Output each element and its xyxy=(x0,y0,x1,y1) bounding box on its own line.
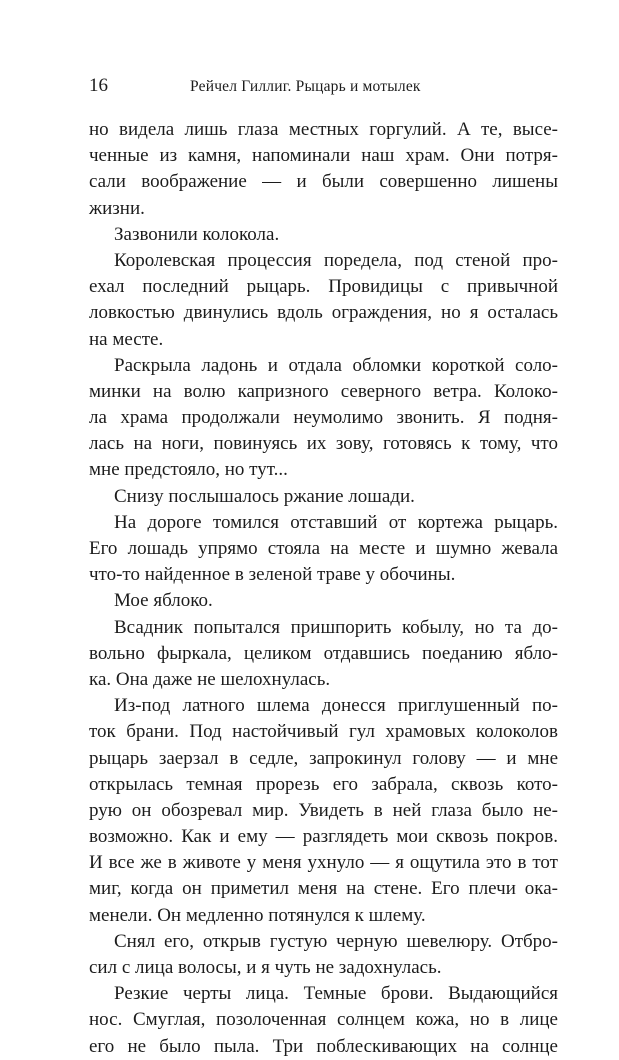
text-line: Снял его, открыв густую черную шевелюру. Отбро- xyxy=(114,930,558,952)
text-line: сали воображение — и были совершенно лишены xyxy=(89,171,558,193)
running-title: Рейчел Гиллиг. Рыцарь и мотылек xyxy=(190,78,421,95)
text-line: но видела лишь глаза местных горгулий. А те, высе- xyxy=(89,119,558,140)
text-line: жизни. xyxy=(89,197,145,219)
text-line: ла храма продолжали неумолимо звонить. Я подня- xyxy=(89,407,558,429)
text-line: миг, когда он приметил меня на стене. Его плечи ока- xyxy=(89,878,558,900)
paragraph xyxy=(89,693,558,929)
text-line: Раскрыла ладонь и отдала обломки короткой соло- xyxy=(114,354,558,376)
paragraph xyxy=(89,615,558,694)
paragraph xyxy=(89,353,558,484)
text-line: менели. Он медленно потянулся к шлему. xyxy=(89,904,426,926)
body-text xyxy=(89,117,558,1060)
text-line: Королевская процессия поредела, под стеной про- xyxy=(114,249,558,271)
text-line: Резкие черты лица. Темные брови. Выдающийся xyxy=(114,983,558,1005)
paragraph xyxy=(89,510,558,589)
text-line: Зазвонили колокола. xyxy=(114,223,280,245)
text-line: ченные из камня, напоминали наш храм. Они потря- xyxy=(89,145,558,167)
text-line: Мое яблоко. xyxy=(114,590,213,612)
text-line: На дороге томился отставший от кортежа рыцарь. xyxy=(114,511,558,533)
text-line: Его лошадь упрямо стояла на месте и шумно жевала xyxy=(89,538,558,559)
text-line: что-то найденное в зеленой траве у обочины. xyxy=(89,564,456,586)
text-line: на месте. xyxy=(89,328,164,350)
text-line: сил с лица волосы, и я чуть не задохнулась. xyxy=(89,957,442,978)
text-line: ток брани. Под настойчивый гул храмовых колоколов xyxy=(89,721,558,743)
text-line: возможно. Как и ему — разглядеть мои сквозь покров. xyxy=(89,826,558,848)
paragraph xyxy=(89,222,558,248)
paragraph xyxy=(89,588,558,614)
text-line: ка. Она даже не шелохнулась. xyxy=(89,668,331,690)
paragraph xyxy=(89,117,558,222)
text-line: мне предстояло, но тут... xyxy=(89,459,288,481)
text-line: Из-под латного шлема донесся приглушенный по- xyxy=(114,695,558,717)
paragraph xyxy=(89,929,558,981)
text-line: ловкостью двинулись вдоль ограждения, но я осталась xyxy=(89,302,558,324)
paragraph xyxy=(89,484,558,510)
text-line: нос. Смуглая, позолоченная солнцем кожа, но в лице xyxy=(89,1009,558,1031)
text-line: рыцарь заерзал в седле, запрокинул голову — и мне xyxy=(89,747,558,769)
text-line: его не было пыла. Три поблескивающих на солнце xyxy=(89,1035,558,1057)
paragraph xyxy=(89,248,558,353)
text-line: вольно фыркала, целиком отдавшись поеданию ябло- xyxy=(89,642,558,664)
text-line: минки на волю капризного северного ветра. Колоко- xyxy=(89,380,558,402)
text-line: ехал последний рыцарь. Провидицы с привычной xyxy=(89,276,558,298)
text-line: лась на ноги, повинуясь их зову, готовясь к тому, что xyxy=(89,433,558,455)
text-line: И все же в животе у меня ухнуло — я ощутила это в тот xyxy=(89,852,558,874)
paragraph xyxy=(89,981,558,1060)
text-line: рую он обозревал мир. Увидеть в ней глаза было не- xyxy=(89,799,558,821)
text-line: Снизу послышалось ржание лошади. xyxy=(114,485,415,507)
text-line: открылась темная прорезь его забрала, сквозь кото- xyxy=(89,773,558,795)
page-header xyxy=(0,74,619,104)
page-number: 16 xyxy=(89,75,108,96)
text-line: Всадник попытался пришпорить кобылу, но та до- xyxy=(114,616,558,638)
